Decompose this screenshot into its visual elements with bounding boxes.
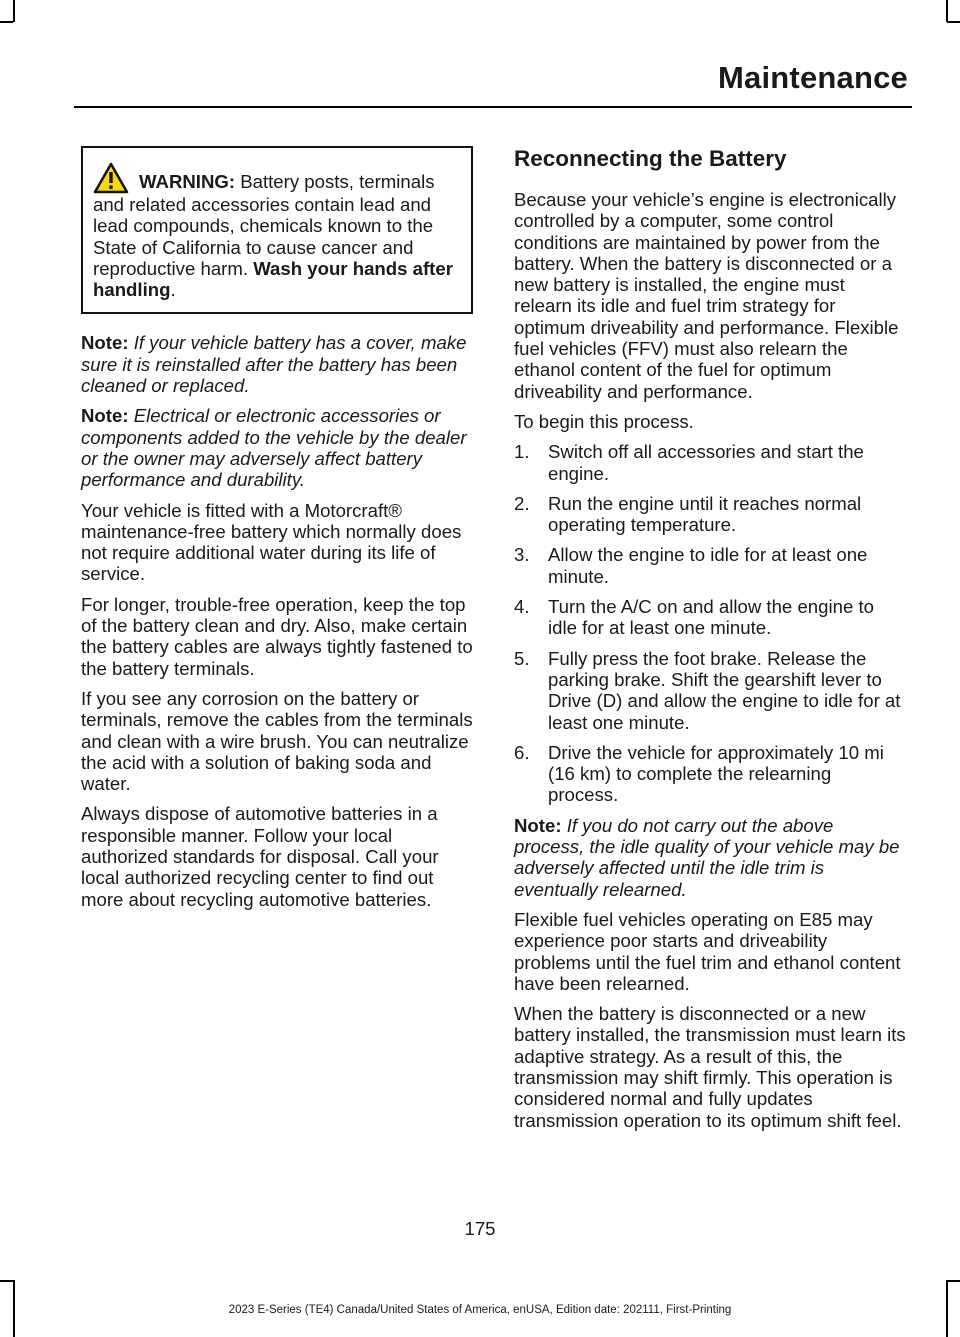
page-title: Maintenance — [718, 60, 908, 95]
section-heading: Reconnecting the Battery — [514, 146, 787, 171]
header-rule — [74, 106, 912, 108]
note-label: Note: — [81, 332, 129, 354]
step-text: Switch off all accessories and start the engine. — [548, 441, 864, 484]
paragraph: Because your vehicle’s engine is electronically controlled by a computer, some control conditions are maintained by power from the battery. When the battery is disconnected or a new battery is installed, the engine must relearn its idle and fuel trim strategy for optimum driveability and performance. Flexible fuel vehicles (FFV) must also relearn the ethanol content of the fuel for optimum driveability and performance. — [514, 189, 899, 402]
note — [514, 815, 906, 900]
warning-text: Battery posts, terminals and related accessories contain lead and lead compounds, chemicals known to the State of California to cause cancer and reproductive harm. — [93, 171, 435, 279]
steps-list — [514, 441, 906, 805]
warning-end-punct: . — [170, 279, 176, 301]
paragraph: Flexible fuel vehicles operating on E85 may experience poor starts and driveability problems until the fuel trim and ethanol content have been relearned. — [514, 908, 901, 994]
step-text: Run the engine until it reaches normal operating temperature. — [548, 492, 862, 536]
list-item — [514, 742, 906, 806]
step-number: 2. — [514, 492, 530, 514]
note-text: If you do not carry out the above process, the idle quality of your vehicle may be adversely affected until the idle trim is eventually relearned. — [514, 814, 900, 900]
warning-box — [81, 146, 473, 314]
list-item — [514, 596, 906, 639]
left-column — [81, 146, 473, 919]
note-text: Electrical or electronic accessories or components added to the vehicle by the dealer or the owner may adversely affect battery performance and durability. — [81, 405, 467, 491]
note — [81, 332, 473, 396]
paragraph: When the battery is disconnected or a new battery installed, the transmission must learn its adaptive strategy. As a result of this, the transmission may shift firmly. This operation is considered normal and fully updates transmission operation to its optimum shift feel. — [514, 1003, 906, 1131]
list-item — [514, 544, 906, 587]
note-text: If your vehicle battery has a cover, make sure it is reinstalled after the battery has been cleaned or replaced. — [81, 332, 467, 397]
step-number: 4. — [514, 596, 530, 618]
footer-text: 2023 E-Series (TE4) Canada/United States of America, enUSA, Edition date: 202111, First-Printing — [228, 1304, 732, 1316]
paragraph: Your vehicle is fitted with a Motorcraft® maintenance-free battery which normally does not require additional water during its life of service. — [81, 499, 462, 585]
crop-mark — [0, 1280, 13, 1282]
list-item — [514, 493, 906, 536]
right-column — [514, 146, 906, 1140]
list-item — [514, 648, 906, 733]
crop-mark — [946, 0, 948, 22]
paragraph: For longer, trouble-free operation, keep the top of the battery clean and dry. Also, make certain the battery cables are always tightly fastened to the battery terminals. — [81, 593, 473, 679]
note-label: Note: — [81, 405, 129, 427]
warning-triangle-icon — [93, 162, 129, 194]
step-number: 6. — [514, 741, 530, 763]
warning-bold-end: Wash your hands after handling — [93, 257, 453, 301]
step-number: 5. — [514, 647, 530, 669]
crop-mark — [947, 21, 960, 23]
step-text: Drive the vehicle for approximately 10 mi (16 km) to complete the relearning process. — [548, 741, 884, 806]
warning-label: WARNING: — [139, 171, 236, 192]
step-number: 3. — [514, 544, 530, 566]
step-text: Allow the engine to idle for at least one minute. — [548, 544, 868, 587]
paragraph: To begin this process. — [514, 410, 694, 432]
page-number: 175 — [464, 1218, 496, 1239]
step-text: Fully press the foot brake. Release the parking brake. Shift the gearshift lever to Drive (D) and allow the engine to idle for at least one minute. — [548, 647, 901, 733]
paragraph: Always dispose of automotive batteries in a responsible manner. Follow your local authorized standards for disposal. Call your local authorized recycling center to find out more about recycling automotive batteries. — [81, 803, 439, 910]
paragraph: If you see any corrosion on the battery or terminals, remove the cables from the terminals and clean with a wire brush. You can neutralize the acid with a solution of baking soda and water. — [81, 687, 473, 795]
note — [81, 405, 473, 490]
step-text: Turn the A/C on and allow the engine to idle for at least one minute. — [548, 596, 874, 639]
step-number: 1. — [514, 441, 530, 463]
list-item — [514, 441, 906, 484]
note-label: Note: — [514, 814, 562, 836]
crop-mark — [13, 0, 15, 22]
crop-mark — [0, 21, 13, 23]
crop-mark — [947, 1280, 960, 1282]
